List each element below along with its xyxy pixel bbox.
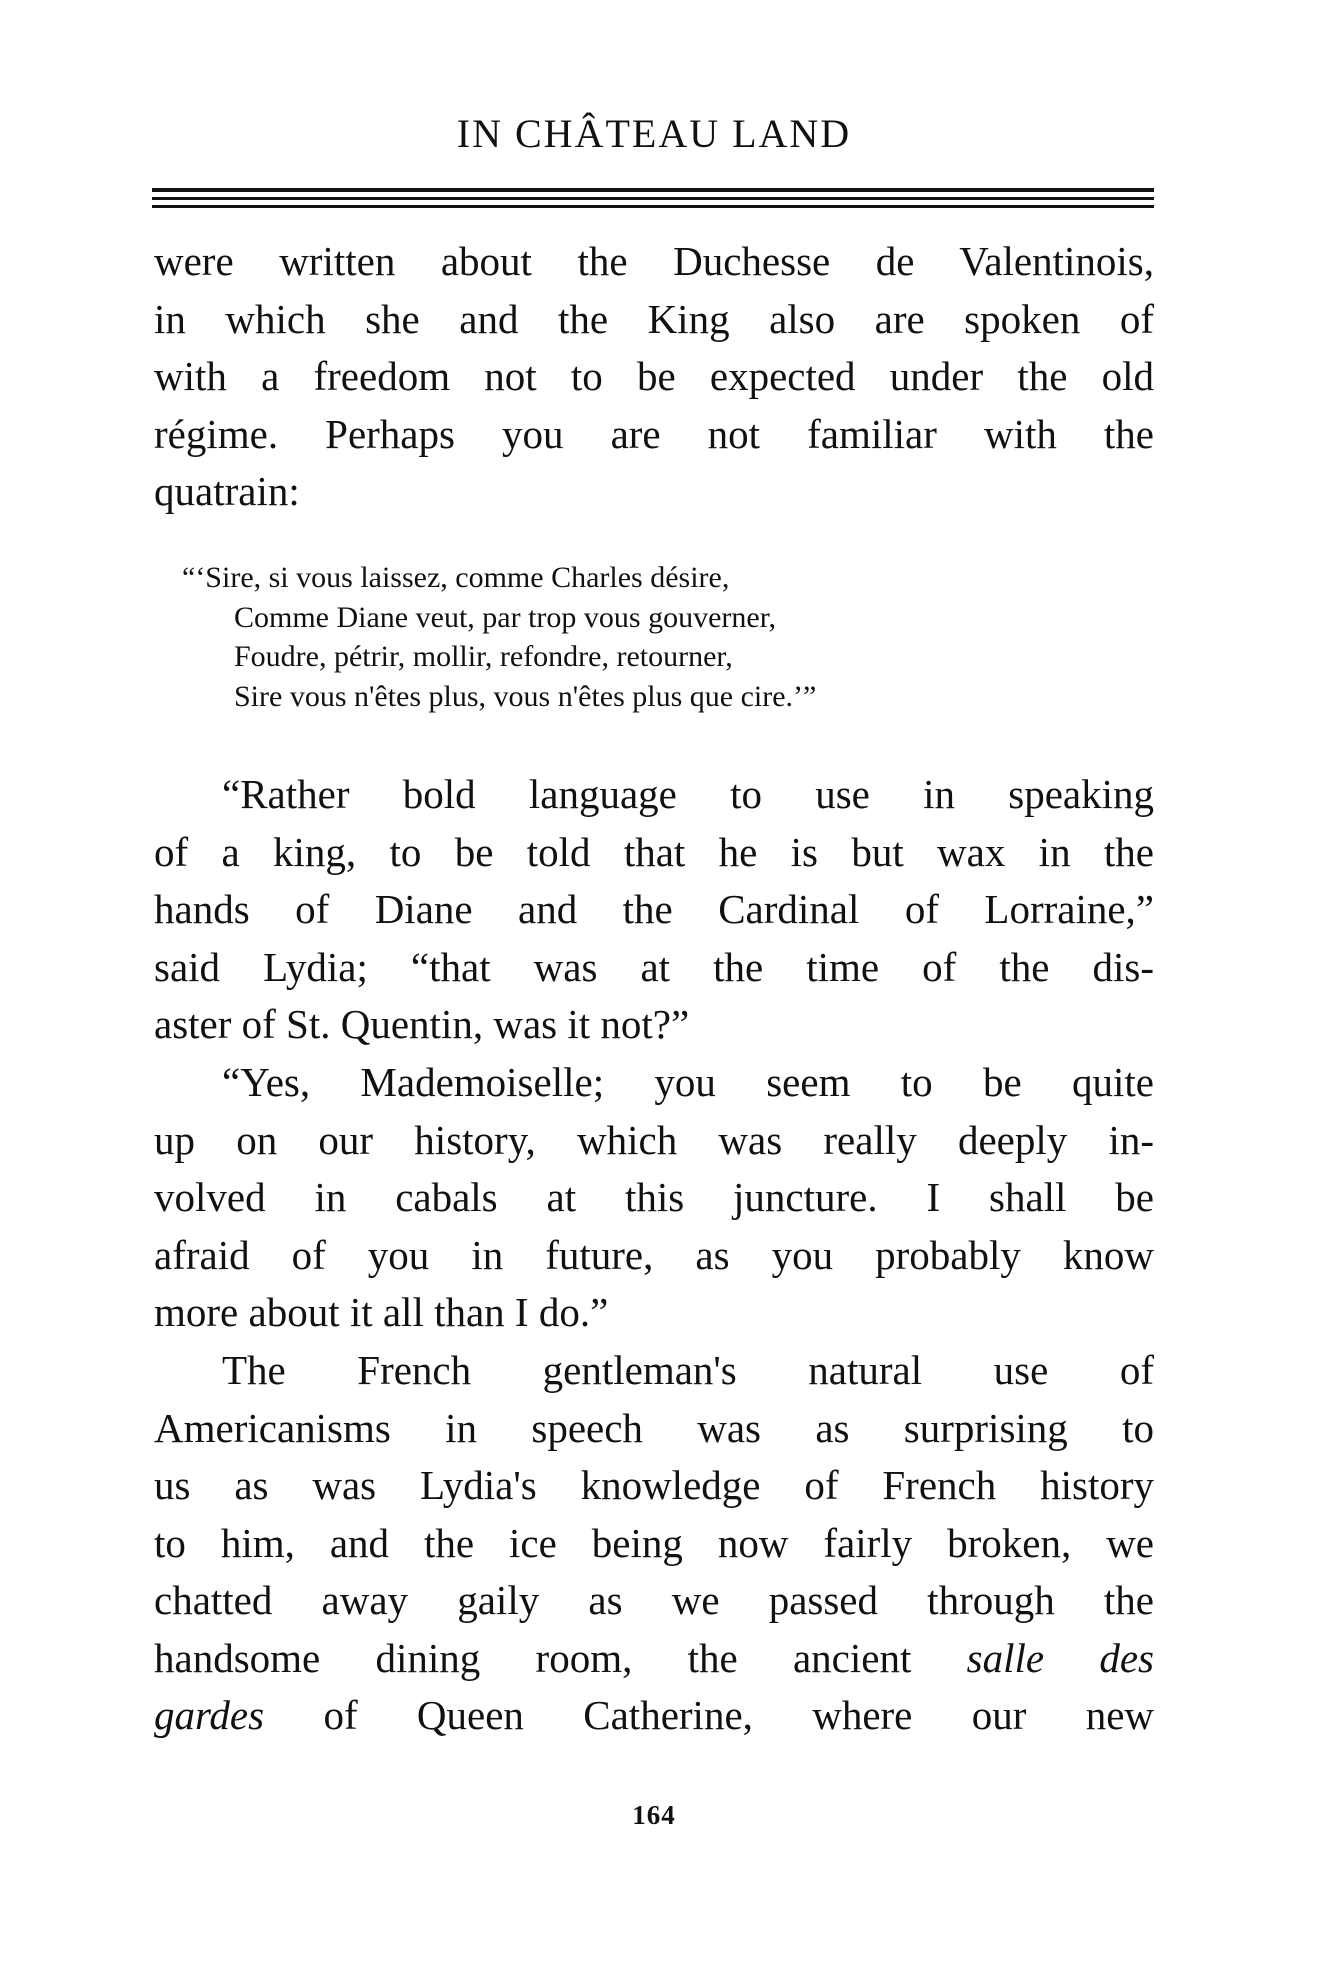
header-rule <box>152 188 1154 192</box>
verse-line: Comme Diane veut, par trop vous gouverner, <box>234 600 776 634</box>
text-line: chatted away gaily as we passed through the <box>154 1577 1154 1623</box>
text-line: to him, and the ice being now fairly broken, we <box>154 1519 1154 1566</box>
italic-phrase: salle des <box>966 1634 1154 1681</box>
text-line: aster of St. Quentin, was it not?” <box>154 1001 690 1047</box>
text-line: were written about the Duchesse de Valentinois, <box>154 238 1154 284</box>
text-line: said Lydia; “that was at the time of the dis- <box>154 943 1154 990</box>
text-line: afraid of you in future, as you probably know <box>154 1231 1154 1278</box>
text-line: Americanisms in speech was as surprising to <box>154 1404 1154 1451</box>
page-number: 164 <box>632 1800 676 1830</box>
header-rule <box>152 205 1154 208</box>
verse-line: Sire vous n'êtes plus, vous n'êtes plus que cire.’” <box>234 679 817 713</box>
text-line <box>154 1687 1154 1745</box>
running-title: IN CHÂTEAU LAND <box>456 111 852 156</box>
verse-line: Foudre, pétrir, mollir, refondre, retourner, <box>234 640 733 673</box>
text-line: volved in cabals at this juncture. I shall be <box>154 1174 1154 1220</box>
text-line: “Yes, Mademoiselle; you seem to be quite <box>222 1059 1154 1105</box>
text-line: up on our history, which was really deeply in- <box>154 1116 1154 1163</box>
text-line: more about it all than I do.” <box>154 1289 609 1335</box>
header-rule <box>152 197 1154 200</box>
text-span: handsome dining room, the ancient <box>154 1634 912 1681</box>
paragraph <box>154 233 1154 521</box>
paragraph <box>154 1342 1154 1745</box>
italic-phrase: gardes <box>154 1692 265 1738</box>
text-line: régime. Perhaps you are not familiar with the <box>154 410 1154 457</box>
text-line: quatrain: <box>154 468 300 514</box>
text-line: hands of Diane and the Cardinal of Lorraine,” <box>154 886 1154 932</box>
text-line: with a freedom not to be expected under the old <box>154 353 1154 399</box>
verse-line: “‘Sire, si vous laissez, comme Charles désire, <box>182 561 730 594</box>
text-line: of a king, to be told that he is but wax in the <box>154 828 1154 875</box>
text-line: in which she and the King also are spoken of <box>154 295 1154 342</box>
text-span: of Queen Catherine, where our new <box>323 1692 1155 1738</box>
paragraph <box>154 1054 1154 1342</box>
paragraph <box>154 766 1154 1054</box>
text-line: us as was Lydia's knowledge of French history <box>154 1462 1154 1508</box>
text-line: “Rather bold language to use in speaking <box>222 771 1154 817</box>
text-line: The French gentleman's natural use of <box>222 1347 1154 1393</box>
text-line <box>154 1630 1154 1688</box>
quatrain <box>182 558 1082 716</box>
